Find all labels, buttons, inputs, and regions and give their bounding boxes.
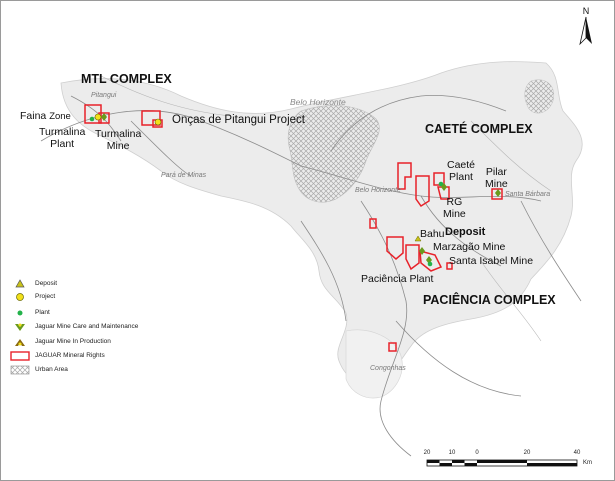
turmalina-plant-label: Turmalina Plant bbox=[39, 126, 86, 150]
turmalina-plant-dot bbox=[90, 117, 95, 122]
plant-dot-icon bbox=[9, 307, 31, 318]
mine-production-icon bbox=[9, 336, 31, 347]
belo-horizonte-small-label: Belo Horizonte bbox=[355, 187, 401, 194]
santa-barbara-label: Santa Bárbara bbox=[505, 191, 551, 198]
mineral-rights-box-icon bbox=[9, 350, 31, 361]
project-circle-icon bbox=[9, 291, 31, 302]
oncas-project-circle bbox=[155, 119, 161, 125]
legend-item-mine-production: Jaguar Mine In Production bbox=[9, 336, 111, 347]
caete-complex-label: CAETÉ COMPLEX bbox=[425, 122, 533, 136]
turmalina-mine-label: Turmalina Mine bbox=[95, 128, 142, 152]
scale-bar-graphic bbox=[421, 458, 591, 472]
congonhas-label: Congonhas bbox=[370, 365, 406, 372]
legend-item-project: Project bbox=[9, 291, 55, 302]
mine-care-icon bbox=[9, 321, 31, 332]
deposit-triangle-icon bbox=[9, 278, 31, 289]
marzagao-mine-label: Marzagão Mine bbox=[433, 241, 506, 253]
pilar-mine-label: Pilar Mine bbox=[485, 166, 508, 190]
rg-mine-label: RG Mine bbox=[443, 196, 466, 220]
scale-bar bbox=[421, 450, 591, 476]
bahu-label: Bahu bbox=[420, 228, 445, 240]
belo-horizonte-big-label: Belo Horizonte bbox=[290, 97, 346, 107]
scale-tick-20-left: 20 bbox=[423, 450, 431, 456]
legend-item-deposit: Deposit bbox=[9, 278, 57, 289]
mtl-complex-label: MTL COMPLEX bbox=[81, 72, 172, 86]
legend-item-plant: Plant bbox=[9, 307, 50, 318]
scale-tick-0: 0 bbox=[475, 450, 479, 456]
scale-tick-40: 40 bbox=[573, 450, 581, 456]
oncas-project-label: Onças de Pitangui Project bbox=[172, 114, 305, 126]
para-de-minas-label: Pará de Minas bbox=[161, 172, 207, 179]
legend-item-mineral-rights: JAGUAR Mineral Rights bbox=[9, 350, 105, 361]
scale-unit-label: Km bbox=[583, 460, 592, 466]
deposit-label: Deposit bbox=[445, 226, 486, 238]
faina-label: Faina Zone bbox=[20, 110, 71, 122]
pitangui-label: Pitangui bbox=[91, 92, 117, 99]
urban-hatch-icon bbox=[9, 364, 31, 375]
paciencia-complex-label: PACIÊNCIA COMPLEX bbox=[423, 293, 556, 307]
paciencia-plant-dot bbox=[428, 262, 433, 267]
scale-tick-20: 20 bbox=[523, 450, 531, 456]
paciencia-plant-label: Paciência Plant bbox=[361, 273, 434, 285]
scale-tick-10: 10 bbox=[448, 450, 456, 456]
north-arrow bbox=[573, 6, 599, 46]
legend-item-mine-care: Jaguar Mine Care and Maintenance bbox=[9, 321, 138, 332]
north-label: N bbox=[582, 6, 590, 16]
turmalina-project-circle bbox=[95, 114, 101, 120]
legend-item-urban-area: Urban Area bbox=[9, 364, 68, 375]
santa-isabel-mine-label: Santa Isabel Mine bbox=[449, 255, 534, 267]
north-arrow-icon bbox=[573, 16, 599, 48]
caete-plant-label: Caeté Plant bbox=[447, 159, 476, 183]
